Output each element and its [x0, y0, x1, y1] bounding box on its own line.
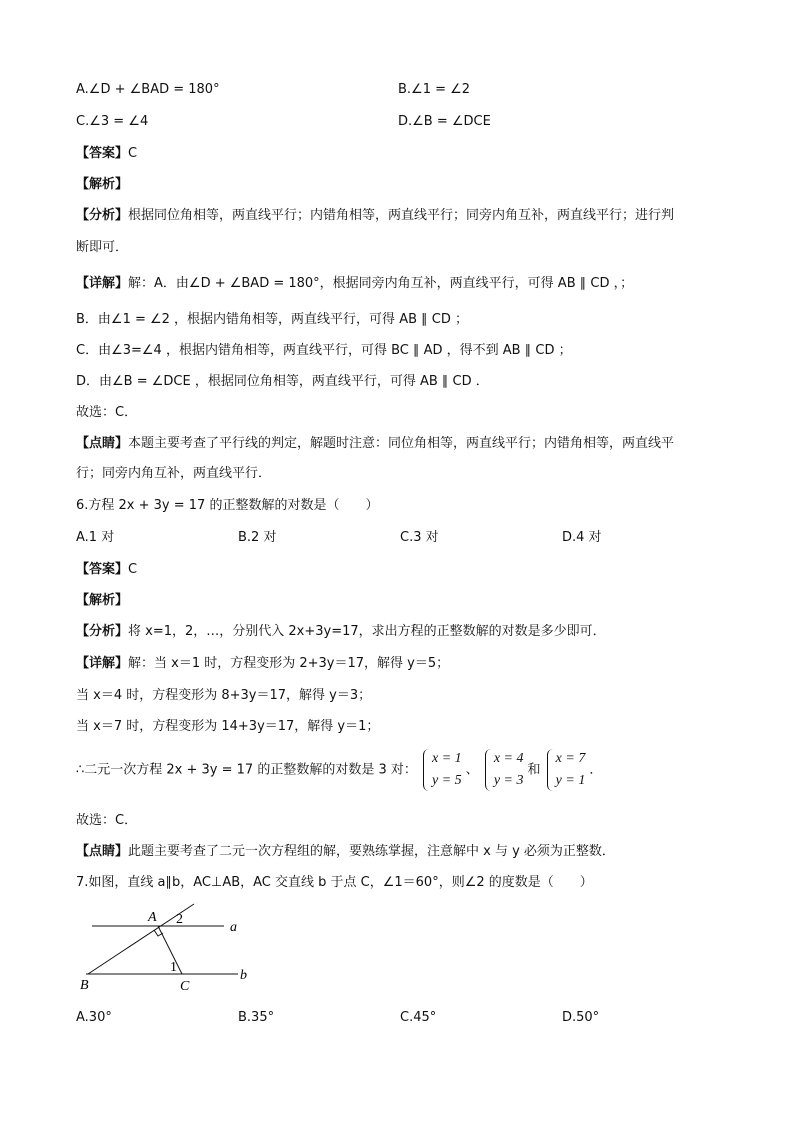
dianjing-tag: 【点睛】	[76, 844, 129, 859]
q5-detail-line-a	[76, 274, 633, 294]
q7-figure	[76, 896, 276, 996]
q5-analysis-tag: 【解析】	[76, 177, 129, 192]
q5-fenxi-line-1	[76, 206, 674, 226]
fenxi-text: 根据同位角相等，两直线平行；内错角相等，两直线平行；同旁内角互补，两直线平行；进行判	[128, 208, 675, 223]
solution-system-3	[545, 748, 586, 792]
point-c-label: C	[180, 979, 190, 994]
period: ．	[589, 762, 603, 778]
dianjing-tag: 【点睛】	[76, 436, 129, 451]
q5-fenxi-line-2: 断即可．	[76, 240, 129, 255]
solution-system-1	[421, 748, 462, 792]
dianjing-text: 此题主要考查了二元一次方程组的解，要熟练掌握，注意解中 x 与 y 必须为正整数．	[128, 844, 615, 859]
q6-detail-line-3: 当 x＝7 时，方程变形为 14+3y＝17，解得 y＝1；	[76, 719, 380, 734]
q6-dianjing-line	[76, 842, 615, 862]
q5-option-c: C.∠3 = ∠4	[76, 114, 149, 129]
sys1-top: x = 1	[432, 751, 462, 766]
q6-option-c: C.3 对	[400, 530, 439, 545]
separator: 、	[465, 762, 479, 778]
fenxi-tag: 【分析】	[76, 208, 129, 223]
q6-analysis-tag: 【解析】	[76, 593, 129, 608]
q5-choose: 故选：C．	[76, 405, 138, 420]
fenxi-text: 将 x=1，2，…，分别代入 2x+3y=17，求出方程的正整数解的对数是多少即可．	[128, 624, 606, 639]
line-a-label: a	[230, 920, 237, 935]
and-word: 和	[527, 762, 541, 778]
q7-stem: 7.如图，直线 a∥b，AC⊥AB，AC 交直线 b 于点 C，∠1＝60°，则∠2 的度数是（ ）	[76, 875, 593, 890]
answer-tag: 【答案】	[76, 146, 129, 161]
answer-value: C	[128, 146, 138, 161]
q7-option-d: D.50°	[562, 1010, 600, 1025]
sys3-bot: y = 1	[555, 773, 586, 788]
q5-dianjing-line-2: 行；同旁内角互补，两直线平行．	[76, 466, 272, 481]
line-b-label: b	[240, 968, 247, 983]
solution-system-2	[483, 748, 524, 792]
sys1-bot: y = 5	[432, 773, 462, 788]
q7-option-c: C.45°	[400, 1010, 437, 1025]
detail-text: 解：A．由∠D + ∠BAD = 180°，根据同旁内角互补，两直线平行，可得 AB ∥ CD ，；	[128, 276, 634, 291]
point-a-label: A	[148, 910, 157, 925]
q5-option-d: D.∠B = ∠DCE	[398, 114, 491, 129]
q5-dianjing-line-1	[76, 434, 674, 454]
q6-option-b: B.2 对	[238, 530, 277, 545]
sys2-bot: y = 3	[493, 773, 524, 788]
detail-tag: 【详解】	[76, 276, 129, 291]
sys3-top: x = 7	[555, 751, 586, 766]
answer-tag: 【答案】	[76, 562, 129, 577]
q6-stem: 6.方程 2x + 3y = 17 的正整数解的对数是（ ）	[76, 498, 379, 513]
q6-fenxi-line	[76, 622, 606, 642]
q5-detail-line-b: B．由∠1 = ∠2 ，根据内错角相等，两直线平行，可得 AB ∥ CD ；	[76, 312, 468, 327]
q6-answer-line	[76, 560, 137, 580]
q6-conclusion	[76, 748, 602, 792]
answer-value: C	[128, 562, 138, 577]
q5-option-b: B.∠1 = ∠2	[398, 82, 471, 97]
q5-detail-line-d: D．由∠B = ∠DCE ，根据同位角相等，两直线平行，可得 AB ∥ CD ．	[76, 374, 489, 389]
q6-detail-line-2: 当 x＝4 时，方程变形为 8+3y＝17，解得 y＝3；	[76, 688, 372, 703]
q5-answer-line	[76, 144, 137, 164]
point-b-label: B	[80, 978, 89, 993]
angle-1-label: 1	[170, 960, 177, 975]
angle-2-label: 2	[176, 912, 183, 927]
fenxi-tag: 【分析】	[76, 624, 129, 639]
q6-detail-line-1	[76, 654, 449, 674]
q7-option-b: B.35°	[238, 1010, 275, 1025]
q6-option-a: A.1 对	[76, 530, 115, 545]
detail-text: 解：当 x＝1 时，方程变形为 2+3y＝17，解得 y＝5；	[128, 656, 450, 671]
q7-option-a: A.30°	[76, 1010, 112, 1025]
q5-option-a: A.∠D + ∠BAD = 180°	[76, 82, 220, 97]
dianjing-text: 本题主要考查了平行线的判定，解题时注意：同位角相等，两直线平行；内错角相等，两直线平	[128, 436, 675, 451]
q5-detail-line-c: C．由∠3=∠4 ，根据内错角相等，两直线平行，可得 BC ∥ AD ，得不到 AB ∥ CD ；	[76, 343, 572, 358]
detail-tag: 【详解】	[76, 656, 129, 671]
q6-option-d: D.4 对	[562, 530, 602, 545]
sys2-top: x = 4	[493, 751, 524, 766]
q6-choose: 故选：C．	[76, 813, 138, 828]
conclusion-text: ∴二元一次方程 2x + 3y = 17 的正整数解的对数是 3 对：	[76, 762, 417, 778]
